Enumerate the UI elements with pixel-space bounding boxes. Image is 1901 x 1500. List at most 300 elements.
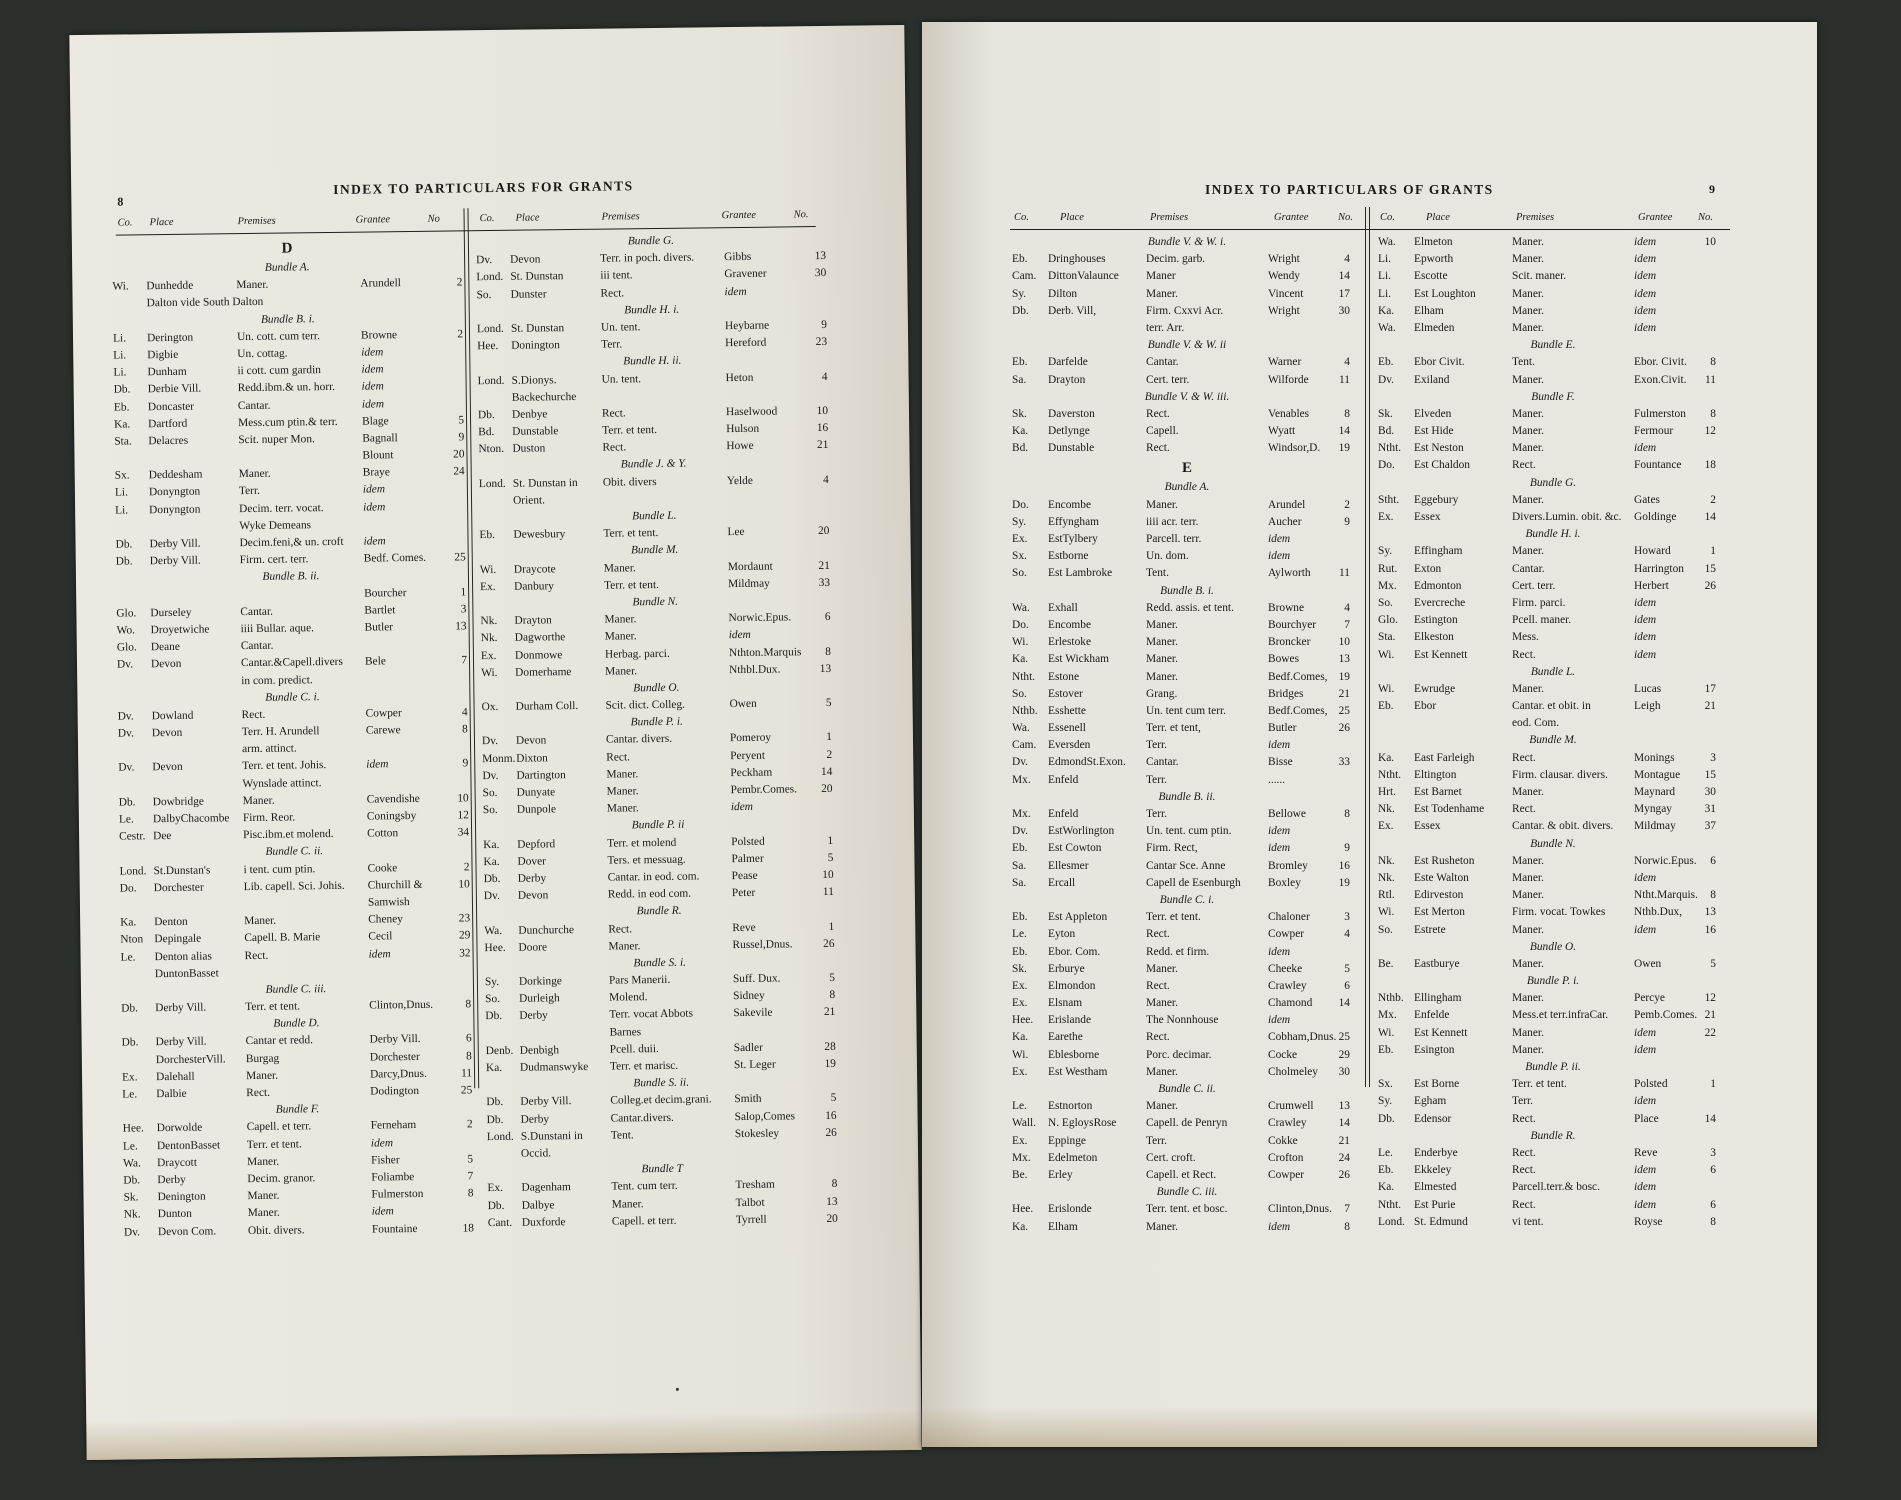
grantee-cell: Gibbs [724,251,752,264]
place-cell: Estrete [1414,923,1446,936]
county-cell: Ka. [483,855,500,868]
premises-cell: Burgag [245,1052,280,1065]
column-divider [1365,207,1366,1087]
place-cell: Drayton [514,614,552,627]
county-cell: Sk. [123,1191,139,1204]
place-cell: Est Loughton [1414,287,1476,300]
county-cell: Do. [1012,618,1029,631]
bundle-heading [1012,892,1362,909]
county-cell: Dv. [117,710,134,723]
premises-cell: Maner. [605,664,638,678]
grantee-cell: idem [1268,550,1291,563]
place-cell: Est Wickham [1048,653,1110,666]
premises-cell: Cantar. [240,639,274,653]
place-cell: Est Borne [1414,1078,1460,1091]
index-entry [1012,875,1362,892]
number-cell: 21 [1338,1134,1350,1147]
bundle-heading-text: Bundle S. i. [633,956,687,970]
premises-cell: Maner. [604,630,637,643]
grantee-cell: Gates [1634,493,1660,506]
premises-cell: Maner. [242,794,275,807]
grantee-cell: Darcy,Dnus. [369,1067,427,1081]
place-cell: Ekkeley [1414,1164,1452,1177]
county-cell: Db. [121,1036,139,1050]
place-cell: Derby Vill. [155,1035,207,1049]
premises-cell: Mess. [1512,631,1539,644]
grantee-cell: Wendy [1268,270,1300,283]
number-cell: 9 [1344,515,1350,528]
index-entry [1012,737,1362,754]
county-cell: Db. [486,1113,504,1126]
place-cell: Ebor [1414,700,1437,713]
county-cell: Rut. [1378,562,1398,575]
bundle-heading-text: Bundle H. i. [1525,528,1581,541]
left-page [69,25,921,1460]
county-cell: Ex. [121,1071,138,1084]
index-entry [1378,715,1728,732]
number-cell: 4 [461,706,468,719]
bundle-heading-text: Bundle E. [1530,339,1576,352]
number-cell: 11 [460,1067,473,1080]
place-cell: Dowland [151,709,194,723]
county-cell: Db. [115,555,133,568]
bundle-heading-text: Bundle F. [1531,390,1575,403]
county-cell: Nton. [478,443,505,456]
premises-cell: arm. attinct. [241,742,297,756]
premises-cell: Rect. [1512,803,1536,816]
grantee-cell: Pomeroy [729,732,772,745]
number-cell: 30 [814,267,827,280]
county-cell: Wi. [1378,682,1395,695]
premises-cell: Maner. [1146,498,1178,511]
premises-cell: Capell. et terr. [246,1120,312,1134]
number-cell: 6 [1344,979,1350,992]
grantee-cell: Nthb.Dux, [1634,906,1683,919]
bundle-heading [1378,939,1728,956]
premises-cell: Rect. [602,441,627,454]
bundle-heading-text: Bundle A. [1164,481,1210,494]
place-cell: Exhall [1048,601,1078,614]
number-cell: 8 [1344,808,1350,820]
premises-cell: Maner. [1146,636,1178,649]
bundle-heading [1012,583,1362,600]
index-entry [1012,251,1362,268]
county-cell: Lond. [477,374,505,387]
number-cell: 1 [827,834,834,847]
grantee-cell: Russel,Dnus. [732,938,793,951]
number-cell: 12 [457,809,469,822]
place-cell: Epworth [1414,253,1454,266]
index-entry [1012,703,1362,720]
premises-cell: Obit. divers [602,475,657,489]
place-cell: Elmeton [1414,236,1453,248]
county-cell: Wo. [116,624,136,637]
grantee-cell: Boxley [1268,876,1301,889]
index-entry [1378,681,1728,698]
index-entry [1378,956,1728,973]
column-divider [1369,207,1370,1087]
grantee-cell: idem [366,758,389,772]
grantee-cell: Montague [1634,768,1681,781]
number-cell: 23 [458,912,471,925]
index-entry [488,1211,838,1232]
place-cell: Estover [1048,687,1083,700]
grantee-cell: Ferneham [370,1119,417,1132]
bundle-heading-text: Bundle C. ii. [1158,1083,1216,1095]
grantee-cell: Norwic.Epus. [728,611,792,625]
grantee-cell: Ntht.Marquis. [1634,889,1698,902]
county-cell: Nk. [480,632,498,645]
grantee-cell: Royse [1634,1215,1663,1228]
county-cell: Eb. [1012,253,1028,266]
premises-cell: Rect. [606,750,630,764]
grantee-cell: idem [1268,825,1291,838]
place-cell: Ewrudge [1414,682,1456,695]
grantee-cell: Bellowe [1268,808,1306,820]
grantee-cell: Arundell [360,277,401,290]
county-cell: Monm. [482,752,516,765]
county-cell: Nk. [123,1208,141,1221]
index-entry [1012,1047,1362,1064]
number-cell: 7 [461,654,468,667]
grantee-cell: Heybarne [724,319,770,333]
grantee-cell: St. Leger [733,1058,776,1072]
index-entry [1012,303,1362,320]
place-cell: Esshette [1048,704,1086,717]
index-entry [1012,1064,1362,1081]
number-cell: 9 [1344,842,1350,855]
grantee-cell: Herbert [1634,579,1669,592]
county-cell: Glo. [116,607,137,620]
grantee-cell: idem [1634,596,1657,609]
county-cell: Db. [123,1174,141,1187]
county-cell: Nk. [480,615,498,628]
index-entry [1378,870,1728,887]
place-cell: Duston [512,442,546,456]
bundle-heading [1012,1184,1362,1201]
premises-cell: Cantar. [1146,356,1179,369]
grantee-cell: idem [1634,1026,1657,1039]
grantee-cell: idem [1634,923,1657,936]
county-cell: Le. [120,950,136,964]
place-cell: Draycote [513,562,556,576]
number-cell: 13 [826,1195,838,1208]
number-cell: 1 [1710,545,1716,558]
county-cell: Eb. [479,529,496,542]
premises-cell: Maner. [1146,997,1178,1010]
grantee-cell: Warner [1268,356,1302,369]
number-cell: 9 [458,431,465,444]
premises-cell: Maner. [604,613,637,626]
place-cell: St. Dunstan [510,270,564,284]
grantee-cell: Tyrrell [735,1213,767,1226]
county-cell: Sx. [1012,550,1027,563]
page-number: 8 [117,194,124,209]
grantee-cell: Cobham,Dnus. [1268,1031,1337,1044]
county-cell: Li. [115,504,129,517]
grantee-cell: idem [1634,1164,1657,1177]
grantee-cell: Carewe [365,724,401,737]
grantee-cell: Clinton,Dnus. [369,998,434,1012]
number-cell: 13 [1338,653,1350,666]
number-cell: 20 [453,448,465,461]
place-cell: Occid. [520,1147,552,1160]
index-entry [1378,887,1728,904]
index-entry [1012,754,1362,771]
index-entry [1378,1197,1728,1214]
premises-cell: iiii Bullar. aque. [240,622,315,636]
number-cell: 1 [460,585,467,598]
place-cell: Dalbye [521,1198,555,1212]
grantee-cell: Hulson [726,422,760,436]
index-entry [1012,961,1362,978]
grantee-cell: Bromley [1268,859,1308,872]
premises-cell: Mess.et terr.infraCar. [1512,1009,1609,1022]
place-cell: Drayton [1048,373,1086,386]
number-cell: 26 [823,937,835,950]
grantee-cell: idem [724,285,747,298]
county-cell: Lond. [119,864,147,878]
grantee-cell: Reve [1634,1146,1658,1159]
place-cell: Est Rusheton [1414,854,1475,867]
index-entry [1012,686,1362,703]
index-entry [1378,372,1728,389]
premises-cell: Terr. et tent. [1146,911,1201,924]
index-column-2 [476,231,838,1232]
premises-cell: Maner. [1512,854,1544,867]
premises-cell: Redd. assis. et tent. [1146,601,1234,614]
index-entry [1012,1115,1362,1132]
place-cell: Est Appleton [1048,911,1108,924]
county-cell: Dv. [1012,756,1029,769]
grantee-cell: Ebor. Civit. [1634,356,1687,369]
grantee-cell: idem [1268,1220,1291,1233]
index-entry [1012,1133,1362,1150]
place-cell: Effyngham [1048,515,1100,528]
place-cell: Derby Vill. [149,554,201,568]
grantee-cell: Sakevile [733,1007,773,1020]
premises-cell: Terr. vocat Abbots [609,1008,694,1022]
index-entry [1012,634,1362,651]
county-cell: So. [1378,596,1393,609]
grantee-cell: Wright [1268,304,1300,317]
index-entry [1012,772,1362,789]
grantee-cell: Talbot [735,1196,765,1209]
number-cell: 12 [1704,992,1716,1005]
place-cell: Ercall [1048,876,1076,889]
county-cell: Wi. [112,280,129,293]
premises-cell: Un. tent. [600,321,641,334]
premises-cell: Capell. et terr. [611,1214,677,1228]
county-cell: Ntht. [1378,442,1402,455]
bundle-heading-text: Bundle B. i. [260,312,315,326]
premises-cell: Terr. et tent. [245,1000,301,1014]
county-cell: Do. [1378,459,1395,472]
place-cell: Detlynge [1048,425,1090,438]
place-cell: EdmondSt.Exon. [1048,756,1126,769]
county-cell: Cestr. [119,830,146,843]
grantee-cell: idem [730,801,754,814]
number-cell: 10 [822,868,834,881]
premises-cell: Maner. [606,785,639,798]
county-cell: Ex. [487,1182,504,1195]
grantee-cell: Yelde [726,474,753,487]
index-entry [1378,698,1728,715]
premises-cell: Cert. croft. [1146,1151,1196,1164]
place-cell: Est Todenhame [1414,803,1485,816]
grantee-cell: Cowper [365,707,402,720]
premises-cell: Maner. [1146,618,1178,631]
number-cell: 25 [454,551,466,564]
grantee-cell: Bedf.Comes, [1268,670,1328,683]
grantee-cell: Aylworth [1268,567,1311,580]
place-cell: Dilton [1048,287,1078,300]
county-cell: Glo. [1378,614,1398,627]
bundle-heading-text: Bundle P. i. [1526,975,1580,988]
premises-cell: Terr. et tent. [246,1137,302,1151]
county-cell: Le. [1012,928,1027,941]
county-cell: Bd. [478,426,495,439]
index-entry [1378,1162,1728,1179]
number-cell: 11 [1339,567,1350,580]
header-co: Co. [479,212,495,225]
number-cell: 8 [1710,356,1716,369]
number-cell: 25 [460,1084,473,1097]
premises-cell: Terr. et marisc. [609,1059,679,1073]
number-cell: 34 [457,826,470,839]
grantee-cell: Coningsby [366,809,417,823]
premises-cell: Rect. [1512,648,1536,661]
index-entry [1012,840,1362,857]
premises-cell: Rect. [241,708,266,721]
county-cell: Do. [1012,498,1029,511]
premises-cell: Maner. [1512,493,1544,506]
place-cell: Denton [154,915,188,929]
bundle-heading [1012,789,1362,806]
county-cell: Hee. [122,1122,144,1135]
grantee-cell: Venables [1268,407,1310,420]
index-entry [1378,853,1728,870]
section-letter-text: E [1181,460,1192,477]
place-cell: Elmondon [1048,979,1096,992]
index-entry [1012,548,1362,565]
county-cell: Wa. [1012,601,1030,614]
grantee-cell: idem [361,363,384,376]
county-cell: Mx. [1012,1151,1031,1164]
paper-edge [86,1410,921,1460]
place-cell: DorchesterVill. [155,1052,226,1066]
place-cell: Exiland [1414,373,1450,386]
place-cell: Devon [515,734,547,748]
premises-cell: Decim. granor. [247,1172,316,1186]
premises-cell: Herbag. parci. [604,647,670,661]
county-cell: Ex. [1378,820,1394,833]
place-cell: Derby [520,1112,550,1126]
premises-cell: Cantar Sce. Anne [1146,859,1226,872]
place-cell: Devon Com. [157,1224,217,1238]
premises-cell: Terr. et tent. Johis. [242,759,327,773]
number-cell: 21 [816,439,829,452]
premises-cell: Pcell. maner. [1512,614,1572,627]
county-cell: Ex. [1012,533,1028,545]
number-cell: 17 [1704,682,1716,695]
grantee-cell: Bagnall [362,432,398,445]
county-cell: Dv. [481,735,499,748]
county-cell: Ka. [1012,653,1029,666]
place-cell: Essex [1414,820,1441,833]
place-cell: Devon [150,658,182,671]
grantee-cell: idem [1634,631,1657,644]
index-entry [1012,440,1362,457]
premises-cell: Maner. [1512,923,1544,936]
place-cell: Derby Vill. [520,1095,572,1109]
index-entry [1012,823,1362,840]
number-cell: 8 [831,1178,838,1191]
county-cell: Cant. [487,1216,513,1229]
place-cell: DuntonBasset [154,967,219,980]
place-cell: Dunton [157,1208,192,1221]
county-cell: Wi. [1012,636,1029,649]
bundle-heading-text: Bundle S. ii. [633,1076,690,1090]
premises-cell: Terr. [1146,739,1168,752]
grantee-cell: idem [361,380,384,393]
place-cell: Exton [1414,562,1442,575]
grantee-cell: idem [371,1205,394,1218]
index-entry [1012,1201,1362,1218]
bundle-heading-text: Bundle M. [1529,734,1577,747]
bundle-heading-text: Bundle B. i. [1160,584,1214,597]
place-cell: Devon [510,253,541,266]
premises-cell: Cantar. [1512,562,1545,575]
county-cell: Sy. [1378,1095,1393,1108]
place-cell: Essenell [1048,722,1086,735]
premises-cell: Scit. maner. [1512,270,1567,283]
bundle-heading [1012,1081,1362,1098]
index-entry [1012,617,1362,634]
index-entry [1012,565,1362,582]
grantee-cell: Chamond [1268,997,1313,1010]
county-cell: Sx. [114,469,130,482]
county-cell: Ox. [481,701,499,714]
index-entry [1012,1029,1362,1046]
grantee-cell: Dodington [370,1084,420,1098]
number-cell: 7 [1344,1203,1350,1216]
number-cell: 30 [1338,1065,1350,1078]
grantee-cell: Bridges [1268,687,1304,700]
index-entry [1378,423,1728,440]
grantee-cell: Mildmay [1634,820,1676,833]
grantee-cell: Bourcher [364,586,407,600]
county-cell: So. [1012,567,1027,580]
number-cell: 6 [1710,1198,1716,1211]
index-entry [1378,750,1728,767]
premises-cell: Maner. [247,1206,280,1220]
grantee-cell: Sidney [733,989,765,1003]
index-entry [1378,509,1728,526]
number-cell: 32 [459,946,471,959]
number-cell: 5 [1710,957,1716,970]
grantee-cell: Blount [362,449,394,462]
number-cell: 2 [457,328,464,341]
index-entry [1378,647,1728,664]
grantee-cell: Samwish [367,895,410,909]
number-cell: 10 [1338,636,1350,649]
number-cell: 24 [1338,1151,1350,1164]
premises-cell: Cert. terr. [1146,373,1190,386]
place-cell: Dagworthe [514,631,566,645]
premises-cell: Rect. [1512,1146,1536,1159]
premises-cell: Maner. [608,939,641,953]
